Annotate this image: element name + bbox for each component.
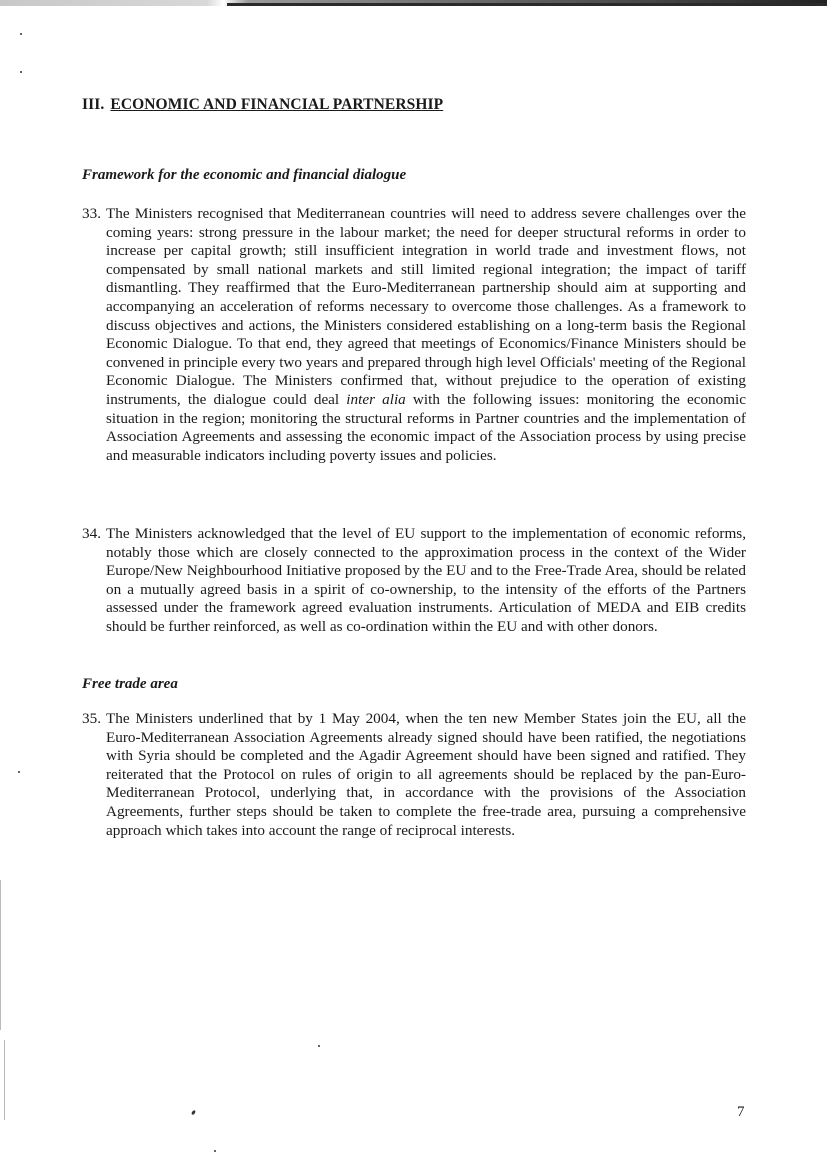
section-heading [82, 96, 443, 114]
scan-edge-line [0, 880, 1, 1030]
paragraph-text: The Ministers recognised that Mediterranean countries will need to address severe challenges over the coming years: strong pressure in the labour market; the need for deeper structural reforms in order to increase per capital growth; still insufficient integration in world trade and investment flows, not compensated by small national markets and still limited regional integration; the impact of tariff dismantling. They reaffirmed that the Euro-Mediterranean partnership should aim at supporting and accompanying an acceleration of reforms necessary to overcome those challenges. As a framework to discuss objectives and actions, the Ministers considered establishing on a long-term basis the Regional Economic Dialogue. To that end, they agreed that meetings of Economics/Finance Ministers should be convened in principle every two years and prepared through high level Officials' meeting of the Regional Economic Dialogue. The Ministers confirmed that, without prejudice to the operation of existing instruments, the dialogue could deal inter alia with the following issues: monitoring the economic situation in the region; monitoring the structural reforms in Partner countries and the implementation of Association Agreements and assessing the economic impact of the Association process by using precise and measurable indicators including poverty issues and policies. [106, 205, 747, 464]
paragraph-number: 34. [82, 525, 101, 542]
scan-edge-artifact-dark [227, 3, 827, 6]
subsection-heading-framework: Framework for the economic and financial dialogue [82, 167, 407, 183]
paragraph-35 [82, 710, 746, 840]
scan-edge-line [4, 1040, 5, 1120]
paragraph-number: 33. [82, 205, 101, 222]
latin-emphasis: inter alia [346, 390, 406, 408]
section-number: III. [82, 96, 105, 113]
page-number: 7 [737, 1104, 745, 1120]
paragraph-33 [82, 205, 746, 465]
scan-speck [20, 33, 22, 35]
scan-speck [18, 771, 20, 773]
scan-speck [191, 1110, 196, 1116]
scan-speck [214, 1150, 216, 1152]
scan-speck [20, 71, 22, 73]
paragraph-34 [82, 525, 746, 637]
paragraph-text: The Ministers underlined that by 1 May 2004, when the ten new Member States join the EU, all the Euro-Mediterranean Association Agreements already signed should have been ratified, the negotiations with Syria should be completed and the Agadir Agreement should have been signed and ratified. They reiterated that the Protocol on rules of origin to all agreements should be replaced by the pan-Euro-Mediterranean Protocol, underlying that, in accordance with the provisions of the Association Agreements, further steps should be taken to complete the free-trade area, pursuing a comprehensive approach which takes into account the range of reciprocal interests. [106, 710, 746, 839]
paragraph-number: 35. [82, 710, 101, 727]
section-title: ECONOMIC AND FINANCIAL PARTNERSHIP [110, 96, 444, 113]
subsection-heading-free-trade: Free trade area [82, 676, 178, 692]
scan-speck [318, 1045, 320, 1047]
paragraph-text: The Ministers acknowledged that the level of EU support to the implementation of economic reforms, notably those which are closely connected to the approximation process in the context of the Wider Europe/New Neighbourhood Initiative proposed by the EU and to the Free-Trade Area, should be related on a mutually agreed basis in a spirit of co-ownership, to the intensity of the efforts of the Partners assessed under the framework agreed evaluation instruments. Articulation of MEDA and EIB credits should be further reinforced, as well as co-ordination within the EU and with other donors. [106, 525, 746, 635]
